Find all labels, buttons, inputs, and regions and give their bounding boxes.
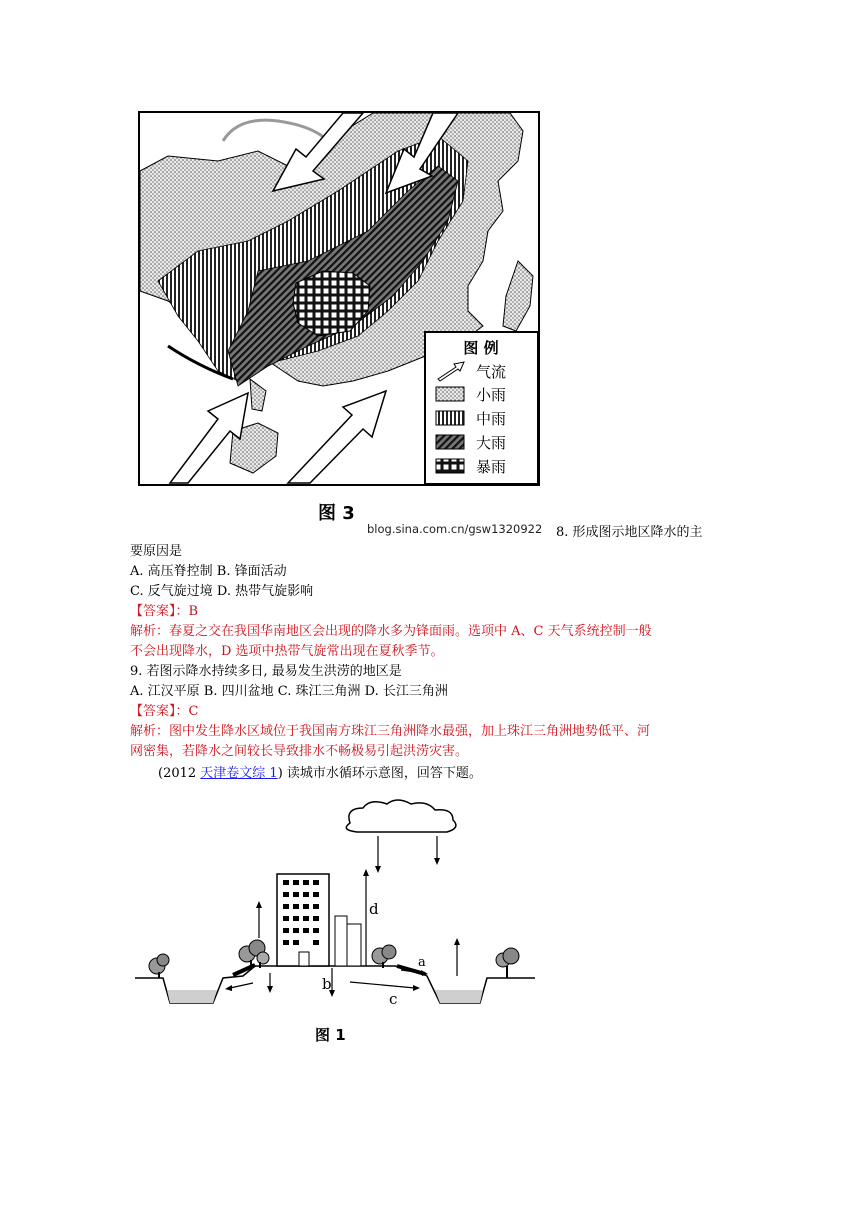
question-9-stem: 9. 若图示降水持续多日, 最易发生洪涝的地区是 [130,664,402,679]
intro-suffix: ) 读城市水循环示意图，回答下题。 [277,766,482,781]
source-exam-link[interactable]: 天津卷文综 1 [200,766,278,781]
tree [149,954,169,978]
precipitation-arrow [434,836,440,865]
precipitation-map-figure [138,111,540,486]
legend-label-heavy: 大雨 [476,434,507,452]
question-8-stem-end: 要原因是 [130,544,183,559]
question-8-stem-start: 8. 形成图示地区降水的主 [556,525,703,540]
label-a: a [418,955,426,970]
question-8-options-ab: A. 高压脊控制 B. 锋面活动 [130,564,287,579]
label-d: d [369,900,379,918]
precipitation-arrow [375,836,381,873]
question-8-options-cd: C. 反气旋过境 D. 热带气旋影响 [130,584,314,599]
legend-label-moderate: 中雨 [476,410,507,428]
question-8-analysis-line1: 解析：春夏之交在我国华南地区会出现的降水多为锋面雨。选项中 A、C 天气系统控制一般 [130,624,652,639]
next-question-intro [158,764,482,784]
question-9-analysis-line1: 解析：图中发生降水区域位于我国南方珠江三角洲降水最强，加上珠江三角洲地势低平、河 [130,724,651,739]
evaporation-arrow [454,938,460,976]
label-c: c [389,990,398,1008]
legend-light-rain-swatch [436,387,464,401]
small-building [347,924,361,966]
ditch-water-right [435,990,483,1003]
tall-building [277,874,329,966]
blog-watermark: blog.sina.com.cn/gsw1320922 [367,522,543,536]
tree [496,948,519,978]
legend-storm-rain-swatch [436,459,464,473]
figure1-caption: 图 1 [315,1026,346,1044]
question-8-answer: 【答案】：B [130,604,199,619]
legend-label-airflow: 气流 [476,363,507,381]
infiltration-arrow [267,973,273,993]
ditch-water-left [167,990,217,1003]
question-8-analysis-line2: 不会出现降水，D 选项中热带气旋常出现在夏秋季节。 [130,644,444,659]
evaporation-arrow [256,901,262,938]
question-9-analysis-line2: 网密集，若降水之间较长导致排水不畅极易引起洪涝灾害。 [130,744,469,759]
intro-prefix: (2012 [158,766,201,781]
arrow-c [350,982,420,991]
legend-label-storm: 暴雨 [476,458,507,476]
label-b: b [322,975,332,993]
legend-heavy-rain-swatch [436,435,464,449]
urban-water-cycle-figure [135,798,535,1033]
legend-label-light: 小雨 [476,386,507,404]
legend-title: 图 例 [463,339,499,357]
map-legend [425,332,538,484]
cloud [346,800,456,832]
tree [372,945,396,968]
small-building [335,916,347,966]
runoff-arrow-left [225,983,253,991]
legend-moderate-rain-swatch [436,411,464,425]
question-9-answer: 【答案】：C [130,704,199,719]
figure3-caption: 图 3 [318,503,355,524]
question-9-options: A. 江汉平原 B. 四川盆地 C. 珠江三角洲 D. 长江三角洲 [130,684,448,699]
